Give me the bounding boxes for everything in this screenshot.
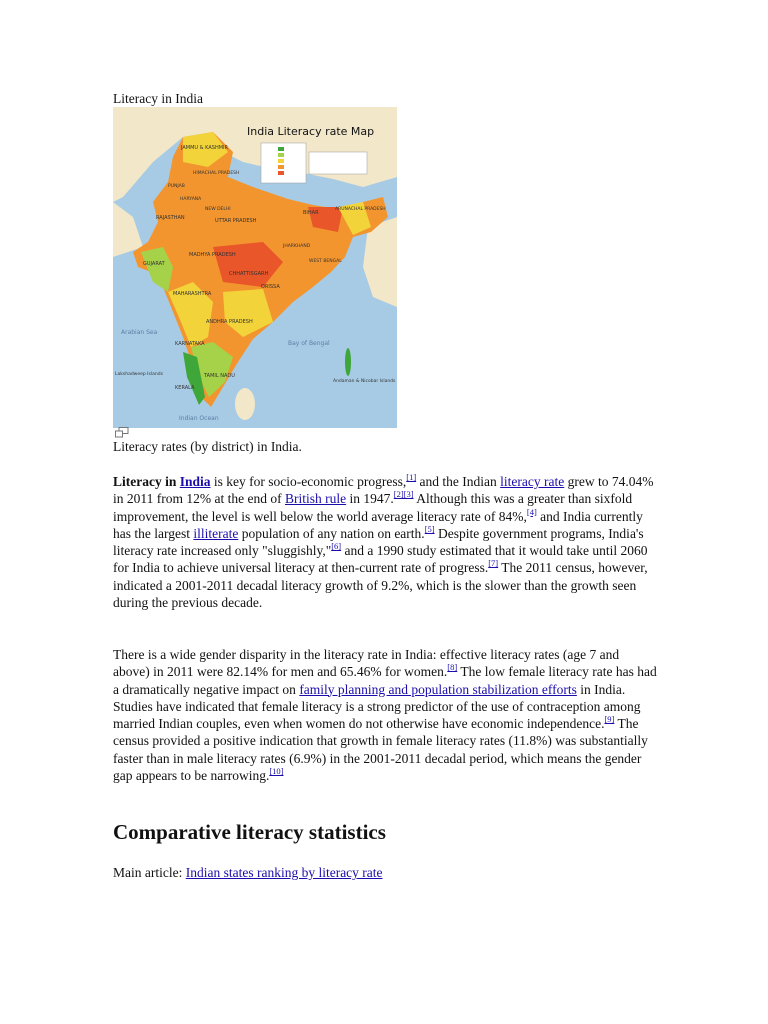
text-span: There is a wide gender disparity in the literacy rate in India: effective literacy rates (age 7 and above) in 2011 were 82.14% for men and 65.46% for women. xyxy=(113,647,620,680)
legend-swatch-2 xyxy=(278,153,284,157)
text-span: grew to 74.04% in 2011 from 12% at the end of xyxy=(113,474,654,507)
label-tn: TAMIL NADU xyxy=(204,373,235,379)
text-span: The census provided a positive indication that growth in female literacy rates (11.8%) was substantially faster than in male literacy rates (6.9%) in the 2001-2011 decadal period, which means the gender gap appears to be narrowing. xyxy=(113,716,648,784)
label-wb: WEST BENGAL xyxy=(309,259,342,264)
lead-text: Literacy in xyxy=(113,474,180,489)
ref-7[interactable]: [7] xyxy=(488,558,499,569)
ref-9[interactable]: [9] xyxy=(604,714,615,725)
text-span: The low female literacy rate has had a dramatically negative impact on xyxy=(113,664,657,697)
text-span: in India. Studies have indicated that female literacy is a strong predictor of the use of contraception among married Indian couples, even when women do not otherwise have economic independence. xyxy=(113,681,641,732)
label-jk: JAMMU & KASHMIR xyxy=(181,145,228,151)
link-literacy-rate[interactable]: literacy rate xyxy=(500,474,565,489)
legend-symbols-box xyxy=(309,152,367,174)
text-span: and a 1990 study estimated that it would take until 2060 for India to achieve universal literacy at then-current rate of progress. xyxy=(113,543,648,576)
sri-lanka xyxy=(235,388,255,420)
text-span: in 1947. xyxy=(346,491,394,507)
link-states-ranking[interactable]: Indian states ranking by literacy rate xyxy=(185,865,383,880)
label-bay: Bay of Bengal xyxy=(288,340,330,347)
legend-swatch-5 xyxy=(278,171,284,175)
text-span: is key for socio-economic progress, xyxy=(210,474,407,489)
ref-5[interactable]: [5] xyxy=(424,523,435,534)
text-span: The 2011 census, however, indicated a 2001-2011 decadal literacy growth of 9.2%, which is the slower than the growth seen during the previous decade. xyxy=(113,560,648,611)
text-span: and India currently has the largest xyxy=(113,508,643,541)
label-jh: JHARKHAND xyxy=(283,244,311,249)
label-hr: HARYANA xyxy=(180,197,202,202)
paragraph-gender xyxy=(113,646,658,784)
enlarge-icon[interactable] xyxy=(115,427,129,438)
label-arabian: Arabian Sea xyxy=(121,329,158,336)
ref-1[interactable]: [1] xyxy=(406,472,417,482)
label-hp: HIMACHAL PRADESH xyxy=(193,171,240,176)
andaman-islands xyxy=(345,348,351,376)
label-up: UTTAR PRADESH xyxy=(215,218,257,224)
label-indian: Indian Ocean xyxy=(179,415,219,422)
legend-swatch-1 xyxy=(278,147,284,151)
label-mh: MAHARASHTRA xyxy=(173,291,212,297)
text-span: Although this was a greater than sixfold improvement, the level is well below the world average literacy rate of 84%, xyxy=(113,491,633,524)
text-span: Despite government programs, India's literacy rate increased only "sluggishly," xyxy=(113,525,644,559)
legend-swatch-3 xyxy=(278,159,284,163)
label-ap: ANDHRA PRADESH xyxy=(206,319,253,325)
map-caption: Literacy rates (by district) in India. xyxy=(113,439,302,454)
bold-lead xyxy=(113,474,211,489)
text-span: and the Indian xyxy=(416,474,501,489)
ref-8[interactable]: [8] xyxy=(447,662,458,673)
image-caption-top: Literacy in India xyxy=(113,91,203,106)
label-arn: ARUNACHAL PRADESH xyxy=(335,207,386,212)
paragraph-intro xyxy=(113,473,658,611)
legend-swatch-4 xyxy=(278,165,284,169)
label-pb: PUNJAB xyxy=(168,184,185,189)
link-family-planning[interactable]: family planning and population stabilization efforts xyxy=(299,681,577,697)
label-lak: Lakshadweep Islands xyxy=(115,372,163,377)
label-kl: KERALA xyxy=(175,385,195,391)
ref-10[interactable]: [10] xyxy=(269,766,284,777)
ref-6[interactable]: [6] xyxy=(331,541,342,552)
map-title: India Literacy rate Map xyxy=(247,125,375,138)
map-svg xyxy=(113,107,397,428)
link-illiterate[interactable]: illiterate xyxy=(193,525,239,541)
label-bihar: BIHAR xyxy=(303,210,319,216)
label-andaman: Andaman & Nicobar Islands xyxy=(333,379,396,384)
link-india[interactable]: India xyxy=(179,474,211,489)
label-delhi: NEW DELHI xyxy=(205,207,231,212)
text-span: population of any nation on earth. xyxy=(238,525,425,541)
india-literacy-map[interactable] xyxy=(113,107,397,428)
section-heading: Comparative literacy statistics xyxy=(113,820,386,844)
main-article-note xyxy=(113,864,383,882)
label-chh: CHHATTISGARH xyxy=(229,271,269,277)
label-guj: GUJARAT xyxy=(143,261,165,267)
label-raj: RAJASTHAN xyxy=(156,215,185,221)
ref-4[interactable]: [4] xyxy=(526,506,537,517)
link-british-rule[interactable]: British rule xyxy=(284,491,347,507)
ref-2-3[interactable]: [2][3] xyxy=(393,489,414,500)
label-mp: MADHYA PRADESH xyxy=(189,252,236,258)
label-ori: ORISSA xyxy=(261,284,280,290)
label-ka: KARNATAKA xyxy=(175,341,205,347)
main-article-label: Main article: xyxy=(113,865,186,880)
